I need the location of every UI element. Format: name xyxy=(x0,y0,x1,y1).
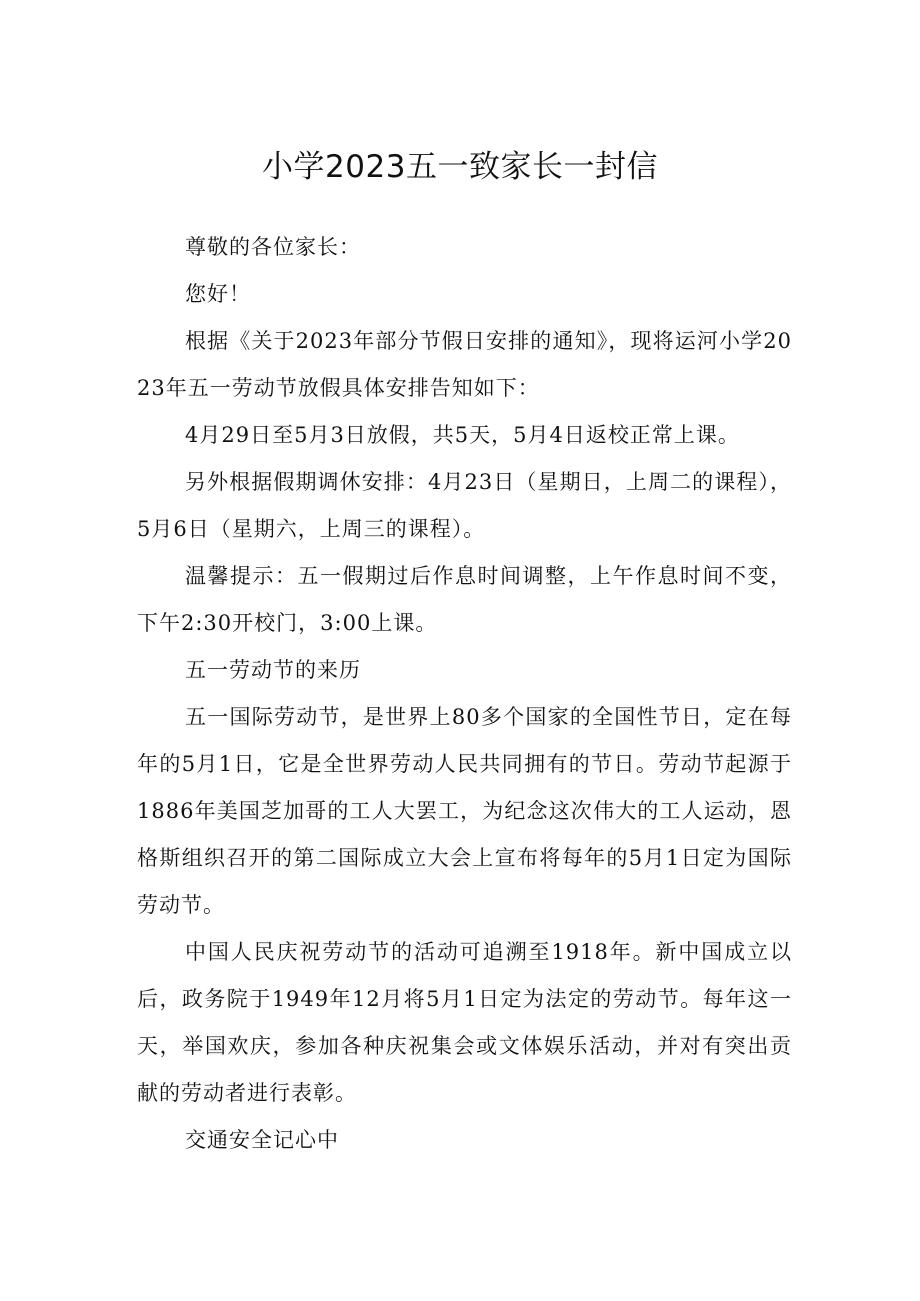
paragraph-history-international: 五一国际劳动节，是世界上80多个国家的全国性节日，定在每年的5月1日，它是全世界劳动人民共同拥有的节日。劳动节起源于1886年美国芝加哥的工人大罢工，为纪念这次伟大的工人运动，恩格斯组织召开的第二国际成立大会上宣布将每年的5月1日定为国际劳动节。 xyxy=(137,705,792,917)
paragraph-reminder: 温馨提示：五一假期过后作息时间调整，上午作息时间不变，下午2:30开校门，3:00上课。 xyxy=(137,564,792,635)
document-body xyxy=(137,224,792,1164)
document-title: 小学2023五一致家长一封信 xyxy=(262,149,658,185)
greeting: 您好！ xyxy=(185,282,251,306)
paragraph-history-china: 中国人民庆祝劳动节的活动可追溯至1918年。新中国成立以后，政务院于1949年12月将5月1日定为法定的劳动节。每年这一天，举国欢庆，参加各种庆祝集会或文体娱乐活动，并对有突出贡献的劳动者进行表彰。 xyxy=(137,940,792,1105)
paragraph-makeup-days: 另外根据假期调休安排：4月23日（星期日，上周二的课程），5月6日（星期六，上周三的课程）。 xyxy=(137,470,792,541)
salutation: 尊敬的各位家长： xyxy=(185,235,361,259)
section-heading-traffic-safety: 交通安全记心中 xyxy=(185,1128,339,1152)
section-heading-history: 五一劳动节的来历 xyxy=(185,658,361,682)
paragraph-holiday-dates: 4月29日至5月3日放假，共5天，5月4日返校正常上课。 xyxy=(185,423,740,447)
paragraph-notice-intro: 根据《关于2023年部分节假日安排的通知》，现将运河小学2023年五一劳动节放假具体安排告知如下： xyxy=(137,329,792,400)
